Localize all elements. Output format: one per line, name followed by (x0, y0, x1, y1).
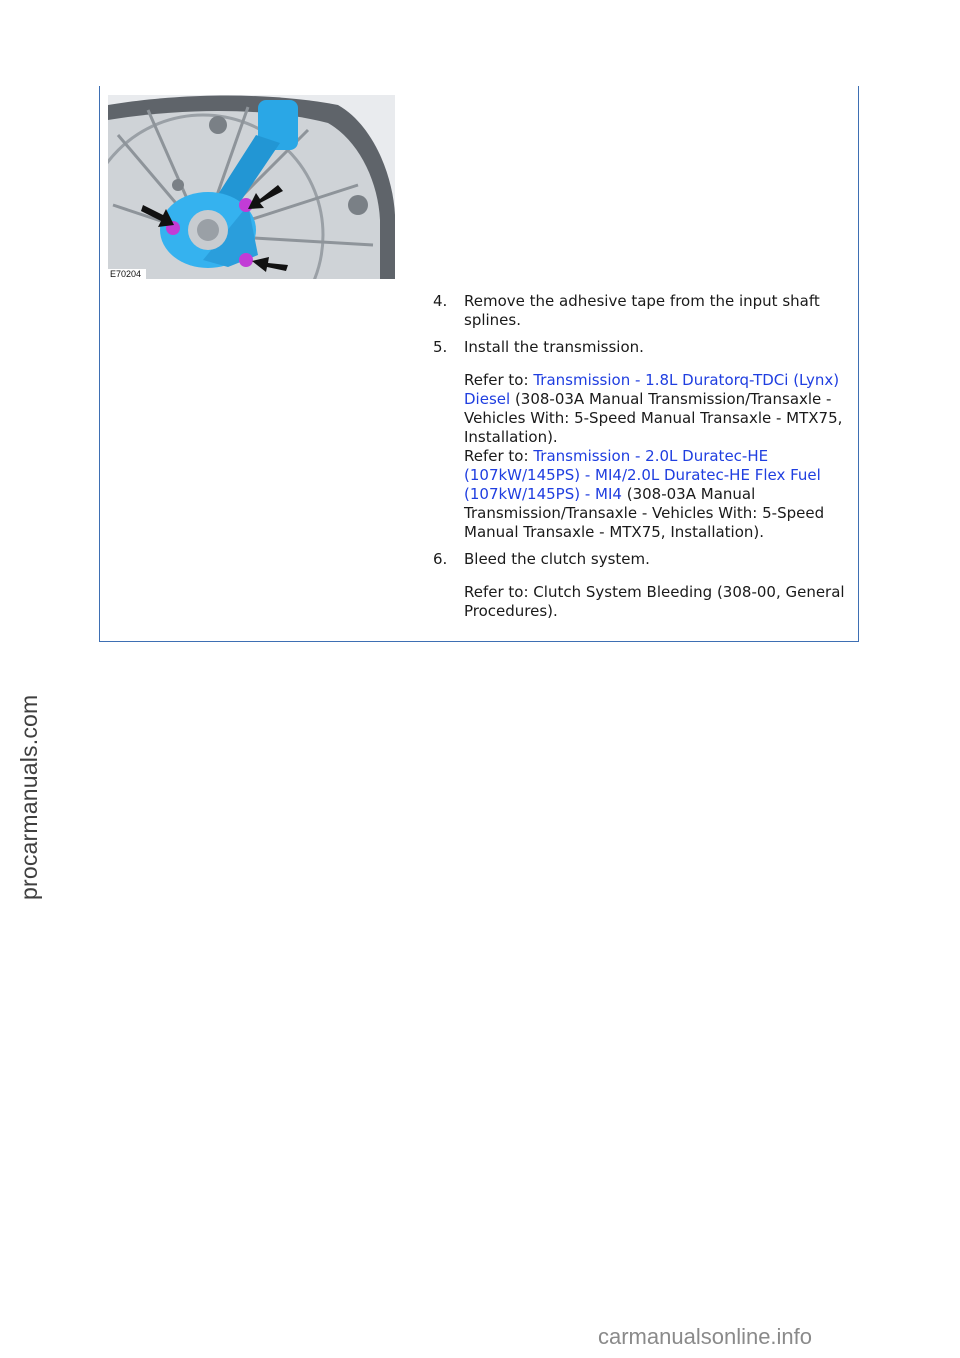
figure-code: E70204 (110, 269, 142, 279)
figure-illustration (108, 95, 395, 279)
refer-prefix: Refer to: (464, 447, 534, 465)
clutch-slave-cylinder-figure (108, 95, 395, 279)
step-number: 6. (433, 550, 448, 568)
step-4 (433, 292, 853, 330)
refer-suffix: (308-03A Manual Transmission/Transaxle - Vehicles With: 5-Speed Manual Transaxle - MTX75, Installation). (464, 390, 843, 446)
refer-suffix: (308-03A Manual Transmission/Transaxle - Vehicles With: 5-Speed Manual Transaxle - MTX75, Installation). (464, 485, 825, 541)
step-number: 5. (433, 338, 448, 356)
step-5 (433, 338, 853, 542)
refer-prefix: Refer to: (464, 371, 534, 389)
step-text: Install the transmission. (464, 338, 644, 356)
step-text: Bleed the clutch system. (464, 550, 650, 568)
refer-to-transmission-18l (464, 371, 853, 447)
step-text: Remove the adhesive tape from the input shaft splines. (464, 292, 820, 329)
watermark-bottom: carmanualsonline.info (598, 1324, 813, 1349)
watermark-left: procarmanuals.com (16, 694, 42, 900)
transmission-20l-link[interactable]: Transmission - 2.0L Duratec-HE (107kW/145PS) - MI4/2.0L Duratec-HE Flex Fuel (107kW/145PS) - MI4 (464, 447, 821, 503)
refer-to-clutch-bleeding: Refer to: Clutch System Bleeding (308-00, General Procedures). (464, 583, 845, 620)
refer-to-transmission-20l (464, 447, 853, 542)
transmission-18l-link[interactable]: Transmission - 1.8L Duratorq-TDCi (Lynx) Diesel (464, 371, 840, 408)
procedure-steps (433, 292, 853, 621)
step-6 (433, 550, 853, 621)
step-number: 4. (433, 292, 448, 310)
